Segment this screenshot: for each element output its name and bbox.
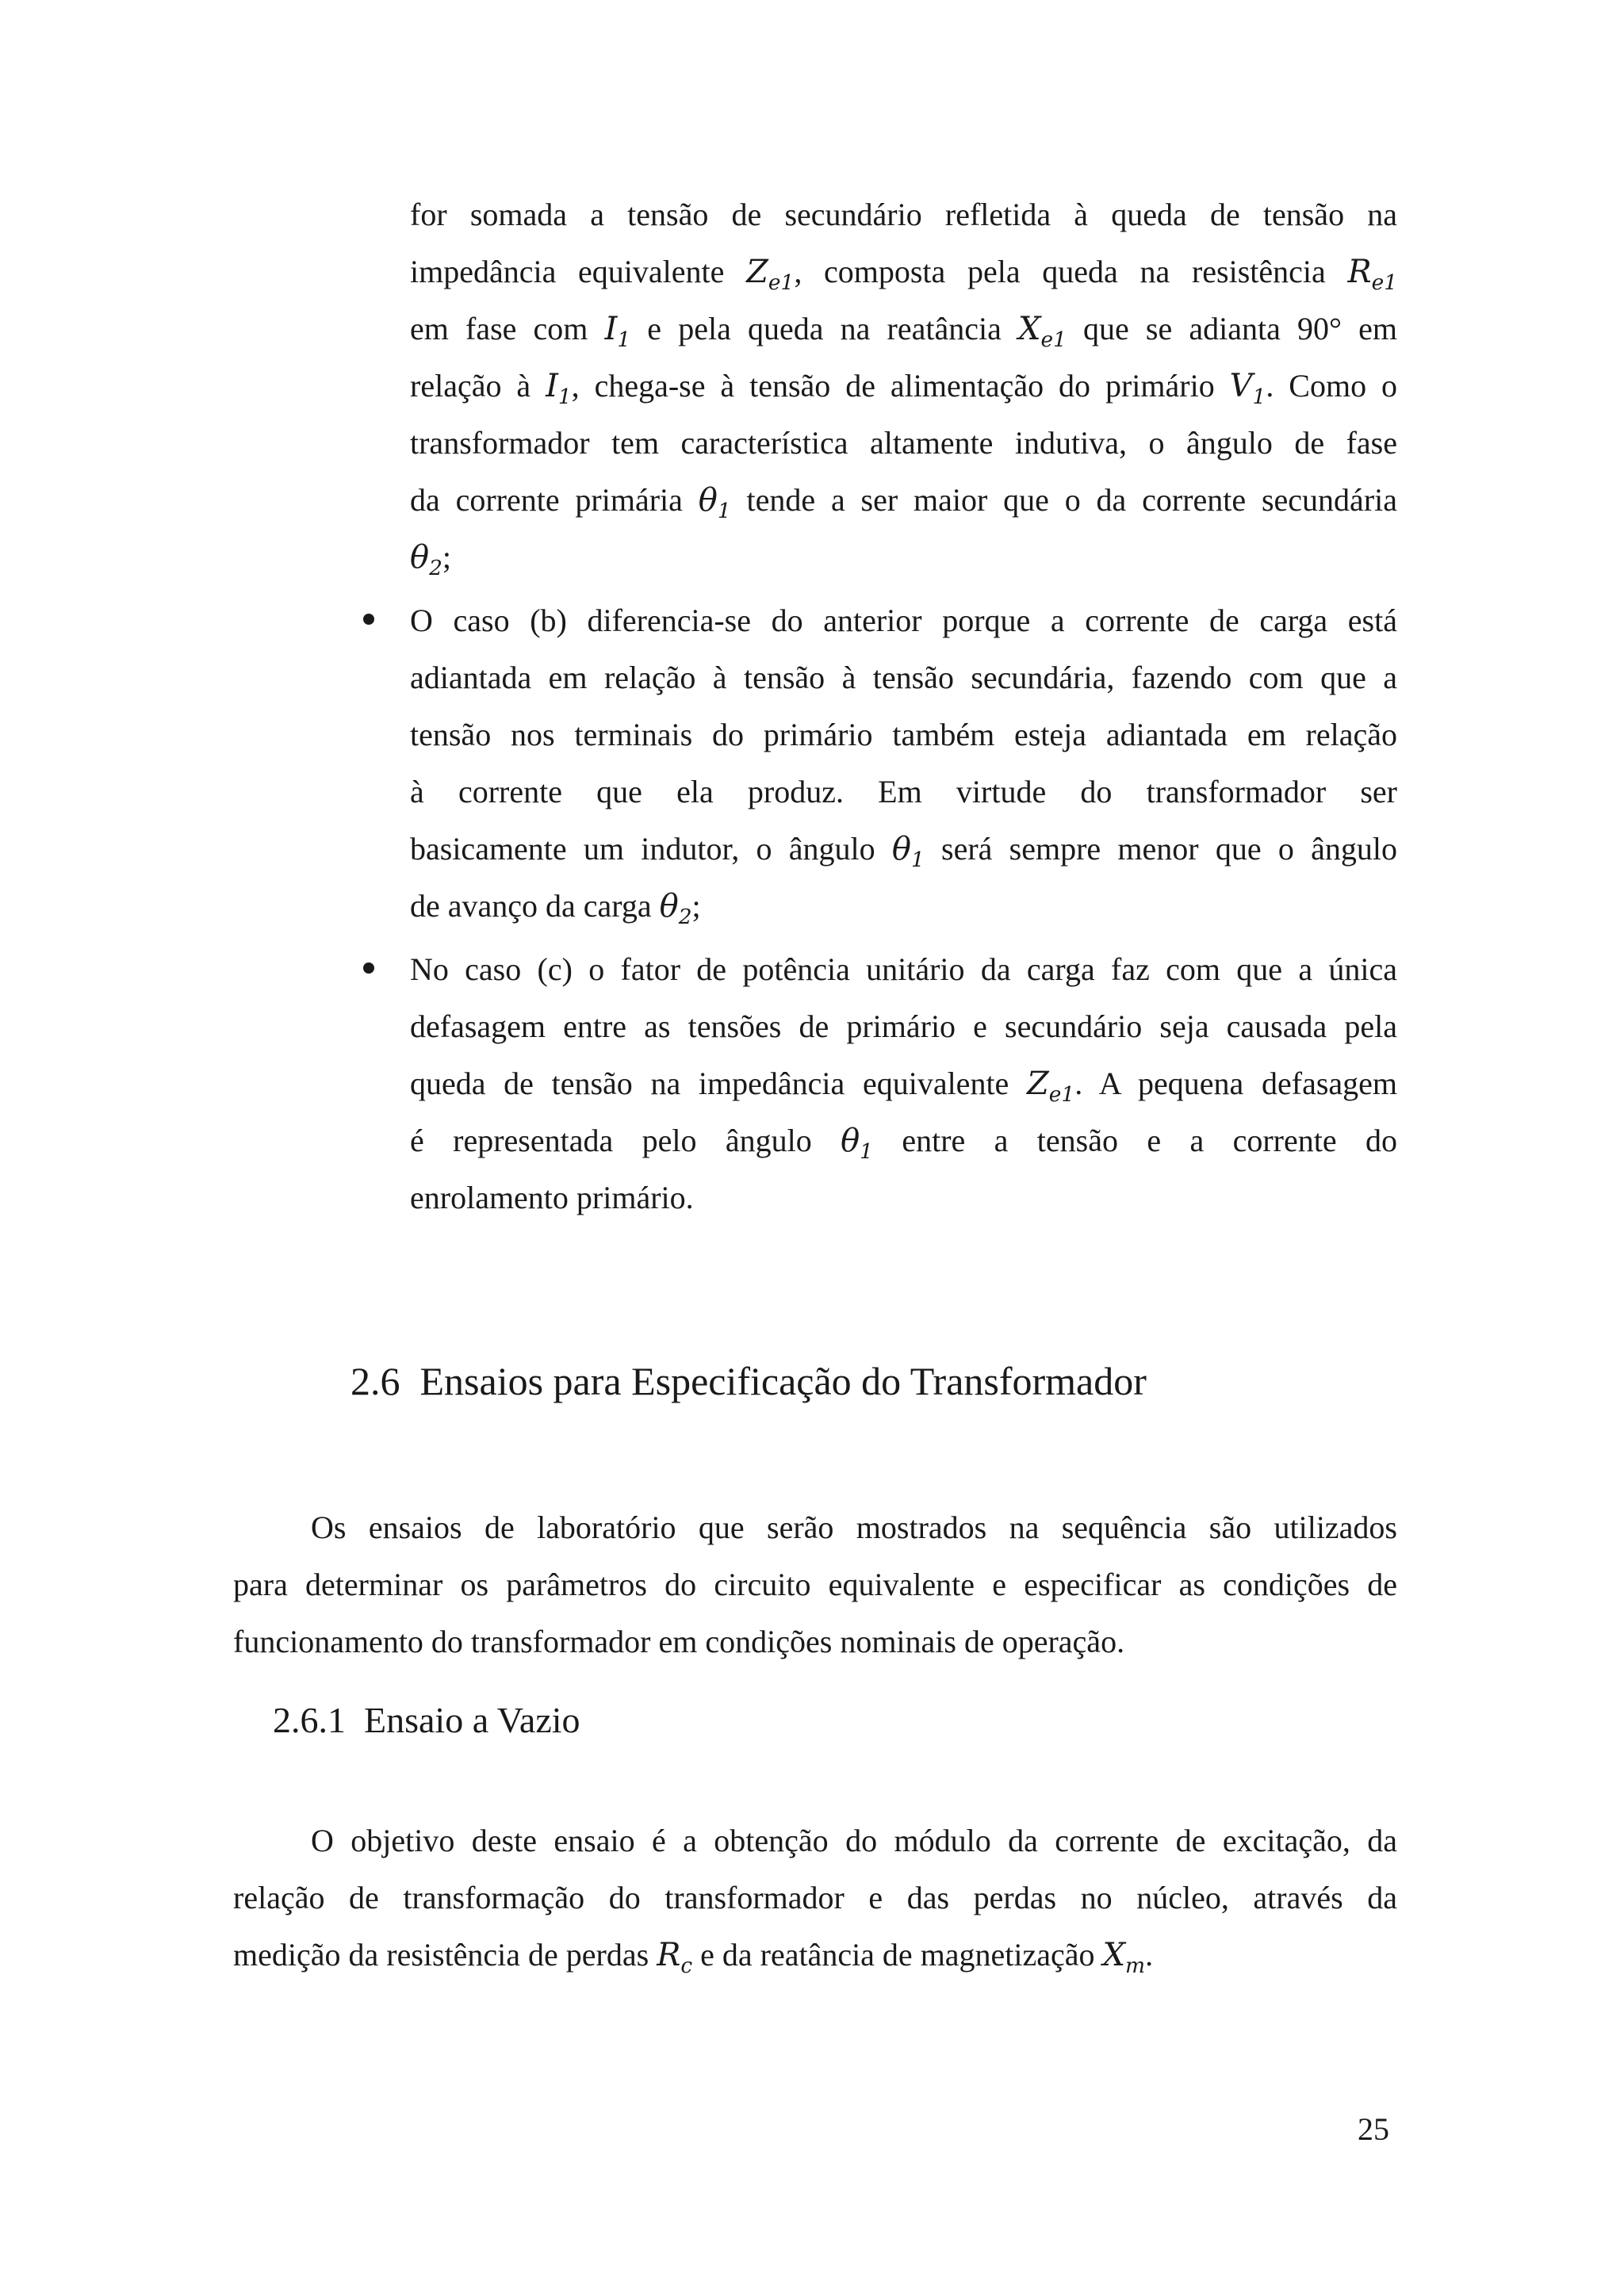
text-line: relação de transformação do transformador e das perdas no núcleo, através da bbox=[233, 1880, 1397, 1915]
page-number: 25 bbox=[1358, 2111, 1389, 2147]
text-line: for somada a tensão de secundário refletida à queda de tensão na bbox=[410, 197, 1397, 232]
math-I1: $I_1$ bbox=[604, 311, 631, 353]
text-line: em fase com $I_1$ e pela queda na reatância $X_{e1}$ que se adianta 90° em bbox=[410, 311, 1397, 353]
text-line: tensão nos terminais do primário também esteja adiantada em relação bbox=[410, 717, 1397, 752]
text-line: O caso (b) diferencia-se do anterior porque a corrente de carga está bbox=[410, 603, 1397, 638]
subsection-number: 2.6.1 bbox=[273, 1700, 346, 1740]
math-theta2: $\theta_2$ bbox=[410, 539, 442, 581]
text-line: basicamente um indutor, o ângulo $\theta_1$ será sempre menor que o ângulo bbox=[410, 831, 1397, 873]
bullet-icon bbox=[363, 614, 374, 625]
math-V1: $V_1$ bbox=[1229, 368, 1266, 410]
text-line: enrolamento primário. bbox=[410, 1180, 694, 1215]
bullet-icon bbox=[363, 962, 374, 974]
text-line: O objetivo deste ensaio é a obtenção do módulo da corrente de excitação, da bbox=[311, 1823, 1397, 1858]
text-line: à corrente que ela produz. Em virtude do transformador ser bbox=[410, 774, 1397, 809]
math-Xm: $X_m$ bbox=[1102, 1937, 1146, 1979]
math-Xe1: $X_{e1}$ bbox=[1017, 311, 1067, 353]
text-line: queda de tensão na impedância equivalente $Z_{e1}$. A pequena defasagem bbox=[410, 1066, 1398, 1108]
subsection-title: Ensaio a Vazio bbox=[364, 1700, 580, 1740]
text-line: transformador tem característica altamente indutiva, o ângulo de fase bbox=[410, 425, 1397, 461]
section-heading bbox=[350, 1353, 1147, 1410]
subsection-heading bbox=[273, 1692, 580, 1749]
text-line: adiantada em relação à tensão à tensão secundária, fazendo com que a bbox=[410, 660, 1397, 695]
math-theta2: $\theta_2$ bbox=[659, 888, 692, 930]
math-Ze1: $Z_{e1}$ bbox=[1027, 1066, 1075, 1108]
math-theta1: $\theta_1$ bbox=[891, 831, 925, 873]
text-line: da corrente primária $\theta_1$ tende a ser maior que o da corrente secundária bbox=[410, 482, 1397, 524]
text-line: para determinar os parâmetros do circuito equivalente e especificar as condições de bbox=[233, 1567, 1397, 1602]
math-Re1: $R_{e1}$ bbox=[1347, 254, 1397, 296]
text-line: medição da resistência de perdas $R_c$ e da reatância de magnetização $X_m$. bbox=[233, 1937, 1154, 1979]
text-line: relação à $I_1$, chega-se à tensão de alimentação do primário $V_1$. Como o bbox=[410, 368, 1397, 410]
section-title: Ensaios para Especificação do Transformador bbox=[419, 1359, 1147, 1403]
text-line: de avanço da carga $\theta_2$; bbox=[410, 888, 701, 930]
text-line: $\theta_2$; bbox=[410, 539, 452, 581]
math-I1: $I_1$ bbox=[546, 368, 572, 410]
text-line: funcionamento do transformador em condições nominais de operação. bbox=[233, 1624, 1125, 1659]
math-theta1: $\theta_1$ bbox=[698, 482, 731, 524]
text-line: defasagem entre as tensões de primário e secundário seja causada pela bbox=[410, 1008, 1397, 1044]
math-theta1: $\theta_1$ bbox=[841, 1123, 873, 1165]
text-line: Os ensaios de laboratório que serão mostrados na sequência são utilizados bbox=[311, 1510, 1397, 1545]
text-line: é representada pelo ângulo $\theta_1$ entre a tensão e a corrente do bbox=[410, 1123, 1397, 1165]
math-Ze1: $Z_{e1}$ bbox=[746, 254, 795, 296]
text-line: No caso (c) o fator de potência unitário da carga faz com que a única bbox=[410, 951, 1397, 987]
text-line: impedância equivalente $Z_{e1}$, composta pela queda na resistência $R_{e1}$ bbox=[410, 254, 1397, 296]
math-Rc: $R_c$ bbox=[657, 1937, 693, 1979]
section-number: 2.6 bbox=[350, 1359, 400, 1403]
